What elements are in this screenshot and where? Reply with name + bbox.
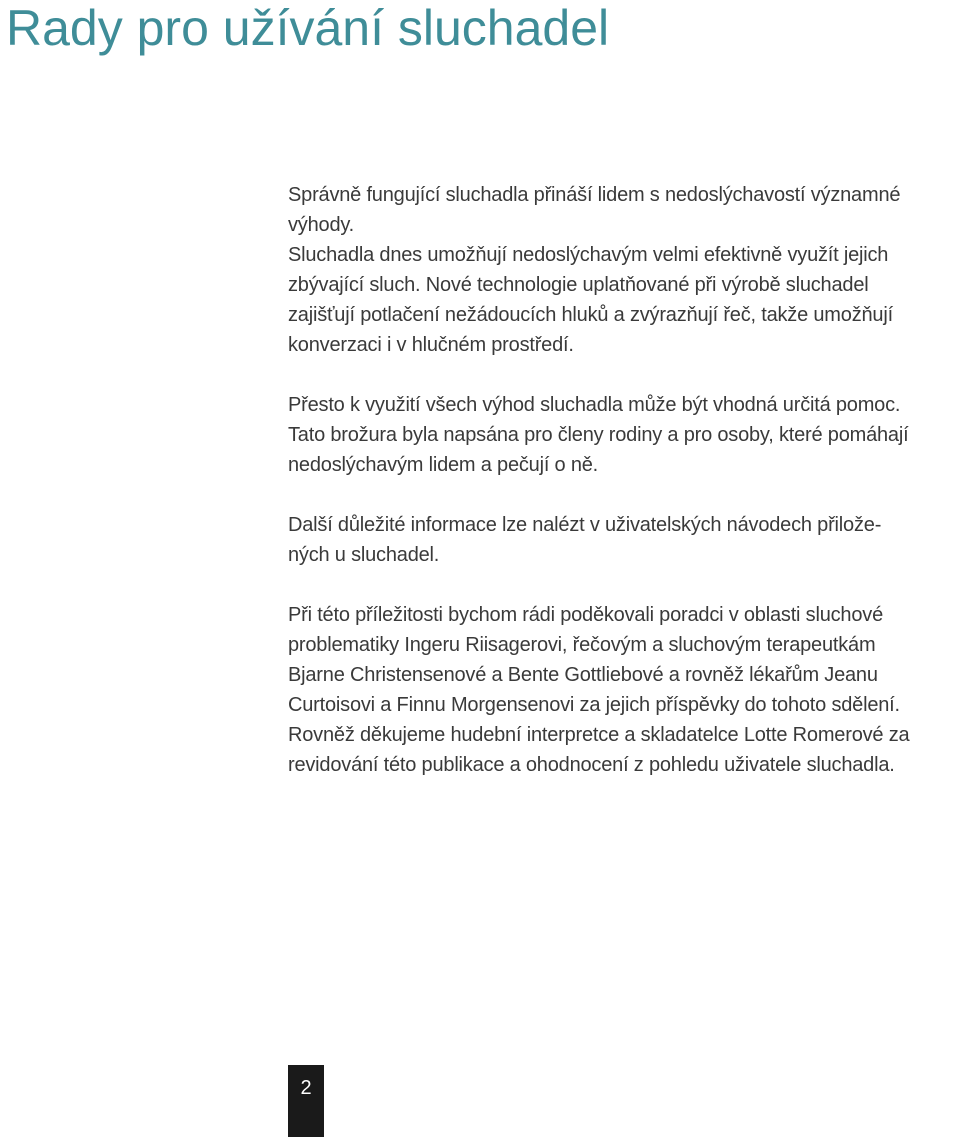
text-line: nedoslýchavým lidem a pečují o ně. xyxy=(288,454,599,476)
text-line: Při této příležitosti bychom rádi poděkovali poradci v oblasti sluchové xyxy=(288,604,883,626)
text-line: zajišťují potlačení nežádoucích hluků a zvýrazňují řeč, takže umožňují xyxy=(288,304,893,326)
text-line: Přesto k využití všech výhod sluchadla může být vhodná určitá pomoc. xyxy=(288,394,901,416)
text-line: Sluchadla dnes umožňují nedoslýchavým velmi efektivně využít jejich xyxy=(288,244,889,266)
page-number: 2 xyxy=(300,1077,312,1099)
page-title: Rady pro užívání sluchadel xyxy=(6,0,610,56)
text-line: Další důležité informace lze nalézt v uživatelských návodech přilože- xyxy=(288,514,882,536)
text-line: problematiky Ingeru Riisagerovi, řečovým a sluchovým terapeutkám xyxy=(288,634,876,656)
text-line: konverzaci i v hlučném prostředí. xyxy=(288,334,574,356)
body-text xyxy=(288,180,956,780)
text-line: ných u sluchadel. xyxy=(288,544,440,566)
paragraph-acknowledgements xyxy=(288,600,956,780)
text-line: Curtoisovi a Finnu Morgensenovi za jejich příspěvky do tohoto sdělení. xyxy=(288,694,900,716)
text-line: Tato brožura byla napsána pro členy rodiny a pro osoby, které pomáhají xyxy=(288,424,909,446)
text-line: zbývající sluch. Nové technologie uplatňované při výrobě sluchadel xyxy=(288,274,869,296)
text-line: Bjarne Christensenové a Bente Gottliebové a rovněž lékařům Jeanu xyxy=(288,664,878,686)
text-line: výhody. xyxy=(288,214,355,236)
text-line: Rovněž děkujeme hudební interpretce a skladatelce Lotte Romerové za xyxy=(288,724,910,746)
text-line: revidování této publikace a ohodnocení z pohledu uživatele sluchadla. xyxy=(288,754,895,776)
paragraph-purpose xyxy=(288,390,956,480)
page-number-box xyxy=(288,1065,324,1137)
paragraph-more-info xyxy=(288,510,956,570)
text-line: Správně fungující sluchadla přináší lidem s nedoslýchavostí významné xyxy=(288,184,901,206)
paragraph-intro xyxy=(288,180,956,360)
